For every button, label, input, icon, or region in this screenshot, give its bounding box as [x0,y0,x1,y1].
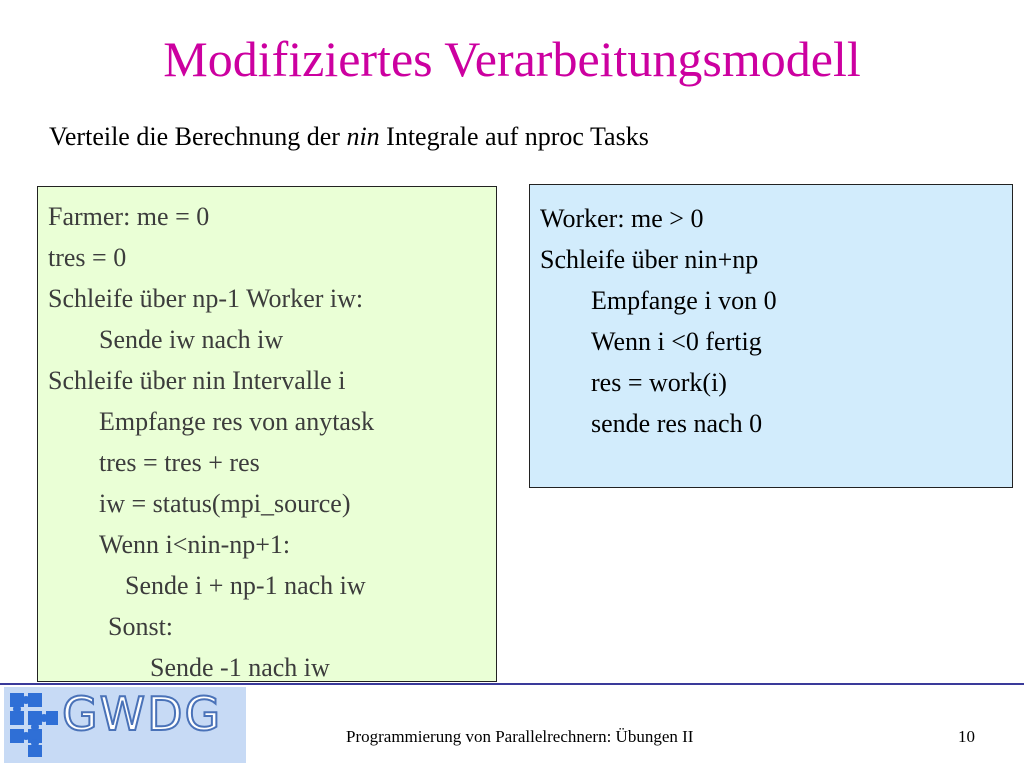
subtitle-text-before: Verteile die Berechnung der [49,122,347,151]
farmer-line: Wenn i<nin-np+1: [99,530,291,559]
farmer-line: Schleife über nin Intervalle i [48,366,346,395]
subtitle-emphasis: nin [346,122,380,151]
farmer-line: Sende -1 nach iw [150,653,330,682]
page-number: 10 [958,727,975,746]
worker-line: res = work(i) [591,368,727,397]
farmer-line: tres = 0 [48,243,127,272]
gwdg-logo [4,687,246,763]
farmer-line: Schleife über np-1 Worker iw: [48,284,364,313]
footer-course-title: Programmierung von Parallelrechnern: Übungen II [346,727,694,746]
farmer-line: Farmer: me = 0 [48,202,210,231]
subtitle-text-after: Integrale auf nproc Tasks [379,122,649,151]
worker-pseudocode-box [529,184,1013,488]
slide-subtitle [49,124,649,150]
farmer-line: Empfange res von anytask [99,407,375,436]
gwdg-logo-text: GWDG [62,687,223,741]
farmer-line: iw = status(mpi_source) [99,489,351,518]
farmer-line: Sende i + np-1 nach iw [125,571,366,600]
worker-line: Empfange i von 0 [591,286,777,315]
farmer-line: Sonst: [108,612,174,641]
worker-line: Wenn i <0 fertig [591,327,762,356]
farmer-line: tres = tres + res [99,448,260,477]
farmer-line: Sende iw nach iw [99,325,284,354]
gwdg-puzzle-icon [4,687,64,763]
slide-title: Modifiziertes Verarbeitungsmodell [163,31,861,87]
worker-line: Worker: me > 0 [540,204,704,233]
worker-line: Schleife über nin+np [540,245,759,274]
footer-divider [0,683,1024,685]
farmer-pseudocode-box [37,186,497,682]
worker-line: sende res nach 0 [591,409,763,438]
